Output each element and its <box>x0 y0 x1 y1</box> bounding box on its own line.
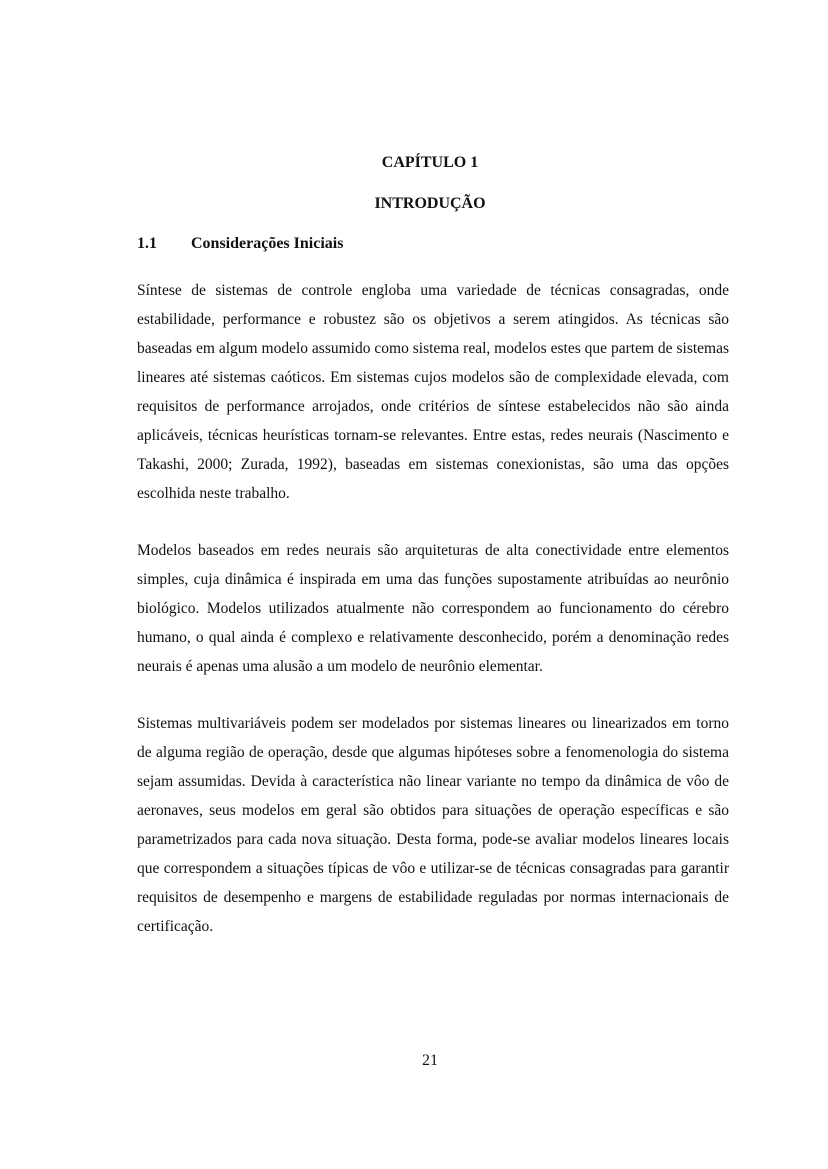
section-title: Considerações Iniciais <box>191 235 344 252</box>
body-text <box>137 276 729 969</box>
section-number: 1.1 <box>137 235 157 252</box>
paragraph: Modelos baseados em redes neurais são arquiteturas de alta conectividade entre elementos simples, cuja dinâmica é inspirada em uma das funções supostamente atribuídas ao neurônio biológico. Modelos utilizados atualmente não correspondem ao funcionamento do cérebro humano, o qual ainda é complexo e relativamente desconhecido, porém a denominação redes neurais é apenas uma alusão a um modelo de neurônio elementar. <box>137 542 729 675</box>
chapter-title: INTRODUÇÃO <box>374 195 486 212</box>
paragraph: Sistemas multivariáveis podem ser modelados por sistemas lineares ou linearizados em torno de alguma região de operação, desde que algumas hipóteses sobre a fenomenologia do sistema sejam assumidas. Devida à característica não linear variante no tempo da dinâmica de vôo de aeronaves, seus modelos em geral são obtidos para situações de operação específicas e são parametrizados para cada nova situação. Desta forma, pode-se avaliar modelos lineares locais que correspondem a situações típicas de vôo e utilizar-se de técnicas consagradas para garantir requisitos de desempenho e margens de estabilidade reguladas por normas internacionais de certificação. <box>137 715 729 935</box>
paragraph: Síntese de sistemas de controle engloba uma variedade de técnicas consagradas, onde estabilidade, performance e robustez são os objetivos a serem atingidos. As técnicas são baseadas em algum modelo assumido como sistema real, modelos estes que partem de sistemas lineares até sistemas caóticos. Em sistemas cujos modelos são de complexidade elevada, com requisitos de performance arrojados, onde critérios de síntese estabelecidos não são ainda aplicáveis, técnicas heurísticas tornam-se relevantes. Entre estas, redes neurais (Nascimento e Takashi, 2000; Zurada, 1992), baseadas em sistemas conexionistas, são uma das opções escolhida neste trabalho. <box>137 282 729 502</box>
page-number: 21 <box>422 1052 438 1069</box>
section-heading <box>137 233 343 255</box>
chapter-label: CAPÍTULO 1 <box>381 154 479 171</box>
